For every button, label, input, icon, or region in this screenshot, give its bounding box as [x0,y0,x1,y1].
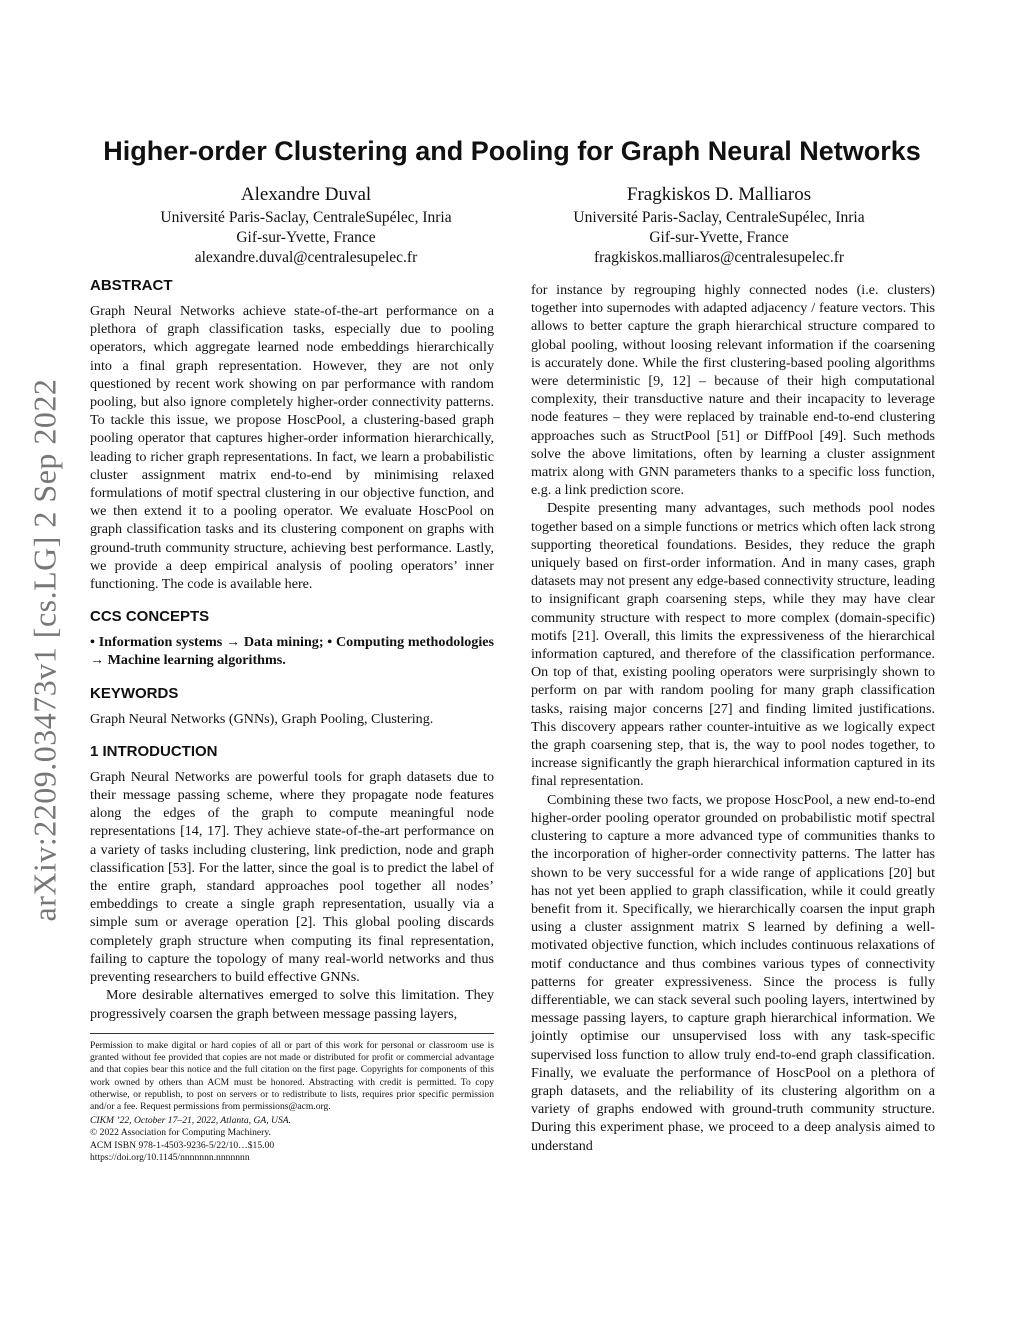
introduction-section [90,742,494,1023]
ccs-heading: CCS CONCEPTS [90,608,210,626]
keywords-section [90,684,494,728]
body-paragraph: for instance by regrouping highly connected nodes (i.e. clusters) together into supernodes with adapted adjacency / feature vectors. This allows to better capture the graph hierarchical structure compared to global pooling, without loosing relevant information if the coarsening is accurately done. While the first clustering-based pooling algorithms were deterministic [9, 12] – because of their high computational complexity, their transductive nature and their incapacity to leverage node features – they were replaced by trainable end-to-end clustering approaches such as StructPool [51] or DiffPool [49]. Such methods solve the above limitations, often by learning a cluster assignment matrix along with GNN parameters thanks to a specific loss function, e.g. a link prediction score. [531,282,935,499]
isbn-line: ACM ISBN 978-1-4503-9236-5/22/10…$15.00 [90,1139,275,1151]
left-column [90,276,494,1037]
paper-title: Higher-order Clustering and Pooling for Graph Neural Networks [103,136,921,166]
author-block-2 [519,182,919,268]
author-name: Alexandre Duval [240,184,372,205]
author-email[interactable]: fragkiskos.malliaros@centralesupelec.fr [593,249,845,266]
copyright-line: © 2022 Association for Computing Machinery. [90,1127,271,1139]
body-paragraph: Combining these two facts, we propose HoscPool, a new end-to-end higher-order pooling operator grounded on probabilistic motif spectral clustering to capture a more advanced type of communities thanks to the incorporation of higher-order connectivity patterns. The latter has shown to be very successful for a wide range of applications [20] but has not yet been applied to graph classification, while it could greatly benefit from it. Specifically, we hierarchically coarsen the input graph using a cluster assignment matrix S learned by defining a well-motivated objective function, which includes continuous relaxations of motif conductance and thus combines various types of connectivity patterns for greater expressiveness. Since the process is fully differentiable, we can stack several such pooling layers, intertwined by message passing layers, to capture graph hierarchical information. We jointly optimise our unsupervised loss with any task-specific supervised loss function to allow truly end-to-end graph classification. Finally, we evaluate the performance of HoscPool on a plethora of graph datasets, and the reliability of its clustering algorithm on a variety of graphs endowed with ground-truth community structure. During this experiment phase, we proceed to a deep analysis aimed to understand [531,791,935,1154]
author-location: Gif-sur-Yvette, France [649,229,789,246]
permission-notice: Permission to make digital or hard copies of all or part of this work for personal or classroom use is granted without fee provided that copies are not made or distributed for profit or commercial advantage and that copies bear this notice and the full citation on the first page. Copyrights for components of this work owned by others than ACM must be honored. Abstracting with credit is permitted. To copy otherwise, or republish, to post on servers or to redistribute to lists, requires prior specific permission and/or a fee. Request permissions from permissions@acm.org. [90,1040,494,1113]
introduction-paragraph: More desirable alternatives emerged to solve this limitation. They progressively coarsen the graph between message passing layers, [90,987,494,1022]
author-affiliation: Université Paris-Saclay, CentraleSupélec, Inria [160,209,452,226]
author-affiliation: Université Paris-Saclay, CentraleSupélec, Inria [573,209,865,226]
copyright-footnote [90,1033,494,1164]
keywords-heading: KEYWORDS [90,684,179,702]
conference-info: CIKM ’22, October 17–21, 2022, Atlanta, GA, USA. [90,1115,292,1127]
author-location: Gif-sur-Yvette, France [236,229,376,246]
arxiv-identifier [15,360,75,940]
abstract-section [90,276,494,593]
author-email[interactable]: alexandre.duval@centralesupelec.fr [194,249,418,266]
abstract-heading: ABSTRACT [90,277,173,294]
author-name: Fragkiskos D. Malliaros [626,184,812,205]
doi-link[interactable]: https://doi.org/10.1145/nnnnnnn.nnnnnnn [90,1151,250,1163]
body-paragraph: Despite presenting many advantages, such methods pool nodes together based on a simple functions or metrics which often lack strong supporting theoretical foundations. Besides, they reduce the graph uniquely based on first-order information. And in many cases, graph datasets may not present any edge-based connectivity structure, leading to insignificant graph coarsening steps, while they may have clear community structure with respect to more complex (domain-specific) motifs [21]. Overall, this limits the expressiveness of the hierarchical information captured, and therefore of the classification performance. On top of that, existing pooling operators were surprisingly shown to perform on par with random pooling for many graph classification tasks, raising major concerns [27] and finding limited justifications. This discovery appears rather counter-intuitive as we logically expect the graph coarsening step, that is, the way to pool nodes together, to increase significantly the graph hierarchical information captured in its final representation. [531,500,935,790]
author-block-1 [106,182,506,268]
arxiv-identifier-text: arXiv:2209.03473v1 [cs.LG] 2 Sep 2022 [26,378,63,922]
introduction-heading: 1 INTRODUCTION [90,742,218,760]
ccs-text: • Information systems → Data mining; • Computing methodologies → Machine learning algorithms. [90,634,494,669]
ccs-section [90,607,494,669]
introduction-paragraph: Graph Neural Networks are powerful tools for graph datasets due to their message passing scheme, where they propagate node features along the edges of the graph to compute meaningful node representations [14, 17]. They achieve state-of-the-art performance on a variety of tasks including clustering, link prediction, node and graph classification [53]. For the latter, since the goal is to predict the label of the entire graph, standard approaches pool together all nodes’ embeddings to create a single graph representation, usually via a simple sum or average operation [2]. This global pooling discards completely graph structure when computing its final representation, failing to capture the topology of many real-world networks and thus preventing researchers to build effective GNNs. [90,768,494,986]
keywords-text: Graph Neural Networks (GNNs), Graph Pooling, Clustering. [90,710,434,727]
abstract-text: Graph Neural Networks achieve state-of-the-art performance on a plethora of graph classification tasks, especially due to pooling operators, which aggregate learned node embeddings hierarchically into a final graph representation. However, they are not only questioned by recent work showing on par performance with random pooling, but also ignore completely higher-order connectivity patterns. To tackle this issue, we propose HoscPool, a clustering-based graph pooling operator that captures higher-order information hierarchically, leading to richer graph representations. In fact, we learn a probabilistic cluster assignment matrix end-to-end by minimising relaxed formulations of motif spectral clustering in our objective function, and we then extend it to a pooling operator. We evaluate HoscPool on graph classification tasks and its clustering component on graphs with ground-truth community structure, achieving best performance. Lastly, we provide a deep empirical analysis of pooling operators’ inner functioning. The code is available here. [90,303,494,593]
right-column [531,281,935,1155]
